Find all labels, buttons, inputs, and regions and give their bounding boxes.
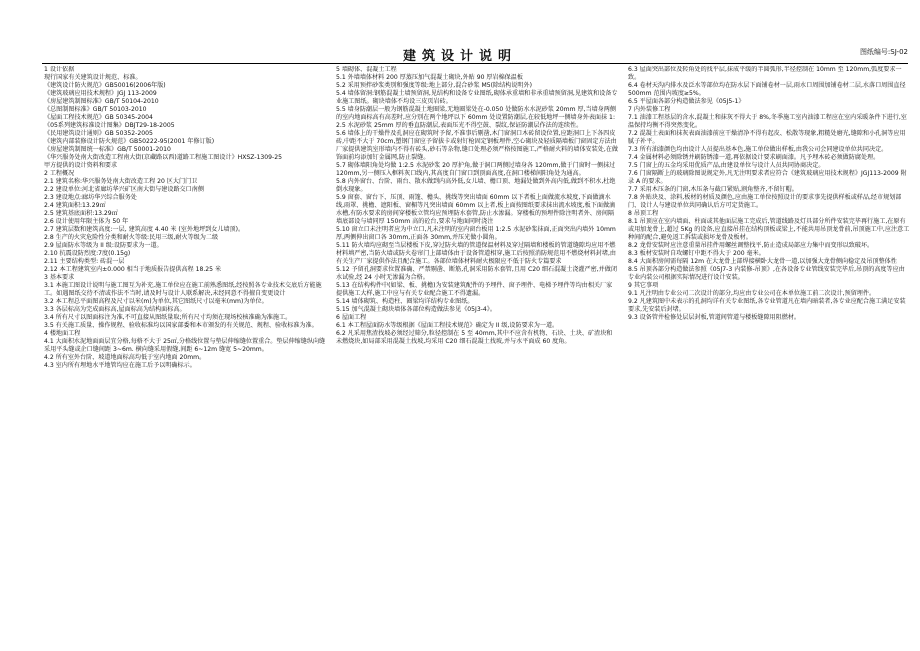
paragraph: 6.1 本工程屋面防水等级根据《屋面工程技术规范》确定为 II 级,设防要求为一道。	[336, 322, 559, 329]
paragraph: 5.13 在结构构件中(如梁、板、挑檐)为安装建筑配件的予埋件、窗予埋件、电梯予埋件等均由相关厂家提供施工大样,施工中应与有关专业配合施工不得遗漏。	[336, 282, 613, 297]
paragraph: 7.7 采用木压条的门窗,木压条与截口紧贴,割角整齐,不留钉帽。	[628, 186, 798, 193]
paragraph: 《房屋建筑制图统一标准》GB/T 50001-2010	[44, 146, 171, 153]
paragraph: 甲方提供的设计资料和要求	[44, 162, 118, 169]
paragraph: 2.12 本工程建筑室内±0.000 相当于地质报告提供高程 18.25 米	[44, 266, 222, 273]
paragraph: 4.3 室内所有埋地水平地管均应在施工后予以明确标示。	[44, 362, 196, 369]
paragraph: 现行国家有关建筑设计规范、标准。	[44, 74, 142, 81]
document-title: 建筑设计说明	[402, 49, 517, 64]
paragraph: 5.1 外墙墙体材料 200 厚蒸压加气混凝土砌块,外贴 90 厚岩棉保温板	[336, 74, 523, 81]
text-columns	[44, 66, 910, 651]
paragraph: 5.5 墙身防潮层一般为钢筋混凝土地圈梁,无地圈梁处在-0.050 处做防水水泥砂浆 20mm 厚,当墙身两侧的室内地面标高有高差时,应分别在两个地坪以下 60mm 处设置防潮层,在较低地坪一侧墙身外表面抹 1:2.5 水泥砂浆 25mm 厚的垂直防潮层,表面压光不得空鼓、裂纹,保证防潮层作法的连续性。	[336, 106, 616, 129]
paragraph: 3.4 所有尺寸以图面标注为准,不可直接从图纸量取;所有尺寸均须在现场校核准确为准施工。	[44, 314, 292, 321]
paragraph: 《屋面工程技术规范》GB 50345-2004	[44, 114, 153, 121]
title-divider	[42, 63, 908, 65]
paragraph: 5.2 采用预拌砂浆类别和强度等级:地上部分,混合砂浆 M5(除结构说明外)	[336, 82, 532, 89]
paragraph: 2.4 建筑面积:13.29㎡	[44, 202, 106, 209]
paragraph: 2.10 抗震设防烈度:7度(0.15g)	[44, 250, 131, 257]
paragraph: 2.8 生产的火灾危险性分类和耐火等级:民用三级,耐火等级为二级	[44, 234, 219, 241]
paragraph: 5.11 防火墙均应砌至当层楼板下皮,穿过防火墙的管道保温材料及穿过隔墙和楼板的管道缝隙均应用不燃材料填严密,当防火墙或防火卷帘门上部墙体由于设备管道相穿,施工后按照消防规范用不燃烧材料封堵,由有关生产厂家提供作法且配合施工。各部位墙体材料耐火极限应不低于防火专篇要求	[336, 242, 617, 265]
paragraph: 5.9 窗套、窗台下、压顶、雨篷、檐头、挑线等突出墙面 60mm 以下者板上面做流水坡度,下面做滴水线,雨罩、挑檐、遮阳板、窗楣等凡突出墙面 60mm 以上者,板上面按图纸要求抹出流水坡度,板下面做滴水槽,有防水要求的房间穿楼板立管均应预埋防水套管,防止水渗漏。穿楼板的预埋件除注明者外、房间隔墙底部设与墙同厚 150mm 高的砼台,要求与地面同时浇注	[336, 194, 616, 225]
section-heading: 3 基本要求	[44, 274, 75, 281]
paragraph: 《总图制图标准》GB/T 50103-2010	[44, 106, 147, 113]
column-middle	[336, 66, 618, 651]
column-left	[44, 66, 326, 651]
paragraph: 6.4 卷材天沟内排水及泛水等部位均在防水层下面铺卷材一层,雨水口周围加铺卷材二层,水落口周围直径 500mm 范围内坡度≥5%。	[628, 82, 906, 97]
paragraph: 2.6 设计使用年限主体为 50 年	[44, 218, 129, 225]
paragraph: 3.5 有关施工质量、操作规程、验收标准均以国家部委和本市颁发的有关规范、规程、验收标准为准。	[44, 322, 318, 329]
paragraph: 7.8 外贴块及、涂料,板材的材质及颜色,应由施工单位按照设计的要求事先提供样板或样品,经市规划部门、设计人与建设单位共同确认后方可定货施工。	[628, 194, 902, 209]
paragraph: 8.5 吊顶各部分构造做法参照《05J7-3 内装修-吊顶》,在各设备专业管线安装完毕后,吊顶的高度等应由专业内装公司根据实际情况进行设计安装。	[628, 266, 905, 281]
paragraph: 2.7 建筑层数和建筑高度:一层, 建筑高度 4.40 米 (室外地坪到女儿墙顶)。	[44, 226, 245, 233]
section-heading: 1 设计依据	[44, 66, 75, 73]
paragraph: 5.6 墙体上的干燥件及孔洞应在砌筑时予留,不准事后剔凿,木门窗洞口木砖留设位置,应距洞口上下各四皮砖,中距不大于 70cm,塑钢门窗应予留拔卡或射钉枪固定钢板埋件,空心砌块及轻质隔墙板门窗固定方法由厂家提供建筑室形墙内不得有砖头,砂石等杂物,缝口处理必须严格按图施工,严格耐火料的墙体安装处,在做饰面前均添加钉金属网,防止裂缝。	[336, 130, 618, 161]
paragraph: 《建筑内部装修设计防火规范》GB50222-95(2001 年修订版)	[44, 138, 215, 145]
paragraph: 3.2 本工程总平面图高程及尺寸以米(m)为单位,其它图纸尺寸以毫米(mm)为单位。	[44, 298, 268, 305]
paragraph: 2.11 主要结构类型: 砖混一层	[44, 258, 125, 265]
paragraph: 2.2 建设单位:河北省廊坊华兴矿区南大街与建设路交口南侧	[44, 186, 204, 193]
paragraph: 4.1 大面积水泥地面面层宜分格,每格不大于 25㎡,分格线位置与垫层伸缩缝位置重合。垫层伸缩缝纵向缝采用平头缝或企口缝间距 3~6m. 横向缝采用假缝,间距 6~12m 缝宽 5~20mm。	[44, 338, 326, 353]
paragraph: 3.1 本施工图设计说明与施工图互为补充,施工单位应在施工前熟悉图纸,经按照各专业技术交底后方能施工。如遇图纸交待不清或作法不当时,请及时与设计人联系解决,未经同意不得擅自变更设计	[44, 282, 322, 297]
paragraph: 5.10 窗立口未注明者应为中立口,凡未注明的室内窗台板用 1:2.5 水泥砂浆抹面,正面突出内墙外 10mm 厚,两侧伸出窗口各 30mm,正面各 30mm,并压光做小圆角。	[336, 226, 616, 241]
paragraph: 5.7 砌体墙阳角处均做 1:2.5 水泥砂浆 20 厚护角,做于洞口两侧过墙身各 120mm,做于门窗时一侧抹过 120mm,另一侧压入框料灰口线内,其高度自门窗口到顶面高度,在洞口楼梯间阳角处为通高。	[336, 162, 616, 177]
paragraph: 8.2 龙骨安装时应注意重量吊挂件用螺丝调整找平,防止造成局部应力集中而变形以致破坏。	[628, 242, 874, 249]
paragraph: 7.6 门窗隔断上的玻璃除图说规定外,凡无注明要求者应符合《建筑玻璃应用技术规程》JGJ113-2009 附录 A 的要求。	[628, 170, 907, 185]
paragraph: 9.2 凡建筑图中未表示的孔洞均详有关专业图纸,各专业管道凡在墙内暗装者,各专业应配合施工满足安装要求,先安装后封堵。	[628, 298, 906, 313]
paragraph: 5.12 予留孔洞要求位置准确、严禁剔凿、断筋,孔洞采用防水套管,且用 C20 细石混凝土浇灌严密,并做闭水试验,经 24 小时无渗漏为合格。	[336, 266, 617, 281]
paragraph: 2.1 建筑名称:华兴服务处南大街改造工程 20 区大门门卫	[44, 178, 198, 185]
paragraph: 5.4 墙体留洞:钢筋混凝土墙预留洞,见结构和设备专业图纸,砌体承重墙和非承重墙预留洞,见建筑和设备专业施工图纸。砌块墙体不均设三皮页岩砖。	[336, 90, 618, 105]
paragraph: 4.2 所有室外台阶、坡道地面标高均低于室内地面 20mm。	[44, 354, 206, 361]
paragraph: 《建筑设计防火规范》GB50016(2006年版)	[44, 82, 166, 89]
section-heading: 5 墙砌体、混凝土工程	[336, 66, 397, 73]
paragraph: 8.1 吊顶应在室内墙面、柱面或其他面层施工完成后,管道线路及灯具部分所件安装完毕再行施工,在原有或用加龙骨上,超过 5Kg 的设备,应直接吊挂在结构顶板或梁上,不能共用吊顶龙骨前,吊顶施工中,应注意工种间的配合,避免返工拆装或损坏龙骨及板材。	[628, 218, 910, 241]
section-heading: 2 工程概况	[44, 170, 75, 177]
paragraph: 7.1 油漆工程基层的含水,混凝土和抹灰不得大于 8%,冬季施工室内油漆工程应在室内采暖条件下进行,室温保持均衡不得突然变化。	[628, 114, 907, 129]
drawing-number: 图纸编号:SJ-02	[859, 48, 908, 56]
paragraph: 《05系列建筑标准设计图集》DBJT29-18-2005	[44, 122, 175, 129]
paragraph: 《房屋建筑制图标准》GB/T 50104-2010	[44, 98, 159, 105]
section-heading: 8 吊顶工程	[628, 210, 659, 217]
paragraph: 9.1 凡注明由专业公司二次设计的部分,均应由专业公司在本单位施工前二次设计,预留埋件。	[628, 290, 876, 297]
paragraph: 7.3 所有油漆颜色均由设计人员提出基本色,施工单位做出样板,由我公司会同建设单位共同决定。	[628, 146, 888, 153]
paragraph: 8.4 大面积房间需每隔 12m 在大龙骨上部焊接横卧大龙骨一道,以加强大龙骨侧向稳定及吊顶整体性	[628, 258, 897, 265]
paragraph: 2.5 建筑基底面积:13.29㎡	[44, 210, 118, 217]
paragraph: 《华兴服务处南大街改造工程南大街(京藏路以西)道路工程施工图设计》HXSZ-1309-25	[44, 154, 283, 161]
column-right	[628, 66, 910, 651]
paragraph: 3.3 各层标高为完成面标高,屋面标高为结构面标高。	[44, 306, 186, 313]
paragraph: 5.15 加气混凝土砌块墙体各部位构造做法参见《05J3-4》。	[336, 306, 496, 313]
section-heading: 6 屋面工程	[336, 314, 367, 321]
paragraph: 2.3 建设地点:廊坊华兴综合服务处	[44, 194, 137, 201]
paragraph: 6.3 屋面突出部位及转角处的找平层,抹成平缓的半圆弧形,半径控制在 10mm 至 120mm,弧度要求一致。	[628, 66, 902, 81]
section-heading: 7 内外装修工程	[628, 106, 671, 113]
paragraph: 7.4 金属材料必须除锈并刷防锈漆一道,再依据设计要求刷面漆。凡予埋木砖必须做防腐处理。	[628, 154, 880, 161]
paragraph: 8.3 板材安装时自攻螺钉中距不得大于 200 毫米。	[628, 250, 765, 257]
paragraph: 5.14 墙体砌筑、构造柱、圈梁均详结构专业图纸。	[336, 298, 474, 305]
paragraph: 6.5 平屋面各部分构造做法参见《05J5-1》	[628, 98, 745, 105]
paragraph: 7.2 混凝土表面和抹灰表面油漆前应干燥清净不得有起皮、松散等现象,粗糙处磨光,缝隙和小孔洞等应用腻子补平。	[628, 130, 906, 145]
paragraph: 《民用建筑设计通则》GB 50352-2005	[44, 130, 153, 137]
paragraph: 6.2 凡采用焦渣找坡必须经过筛分,粒径控制在 5 至 40mm,其中不应含有机物、石块、土块、矿渣块和未燃烧块,如局部采用混凝土找坡,均采用 C20 细石混凝土找坡,并与水平面成 60 度角。	[336, 330, 613, 345]
paragraph: 9.3 设备管井检修处层层封板,管道间管道与楼板缝隙用阻燃材。	[628, 314, 801, 321]
section-heading: 4 楼地面工程	[44, 330, 81, 337]
paragraph: 5.8 内外窗台、台阶、雨台、散水做到内高外低,女儿墙、檐口顶、地漏处做到外高内低,做到不积水,杜绝倒水现象。	[336, 178, 616, 193]
section-heading: 9 其它事项	[628, 282, 659, 289]
paragraph: 《建筑玻璃应用技术规程》JGJ 113-2009	[44, 90, 157, 97]
paragraph: 7.5 门窗上的五金均采用优质产品,由建设单位与设计人员共同协商决定。	[628, 162, 825, 169]
paragraph: 2.9 屋面防水等级为 II 级:设防要求为一道。	[44, 242, 163, 249]
